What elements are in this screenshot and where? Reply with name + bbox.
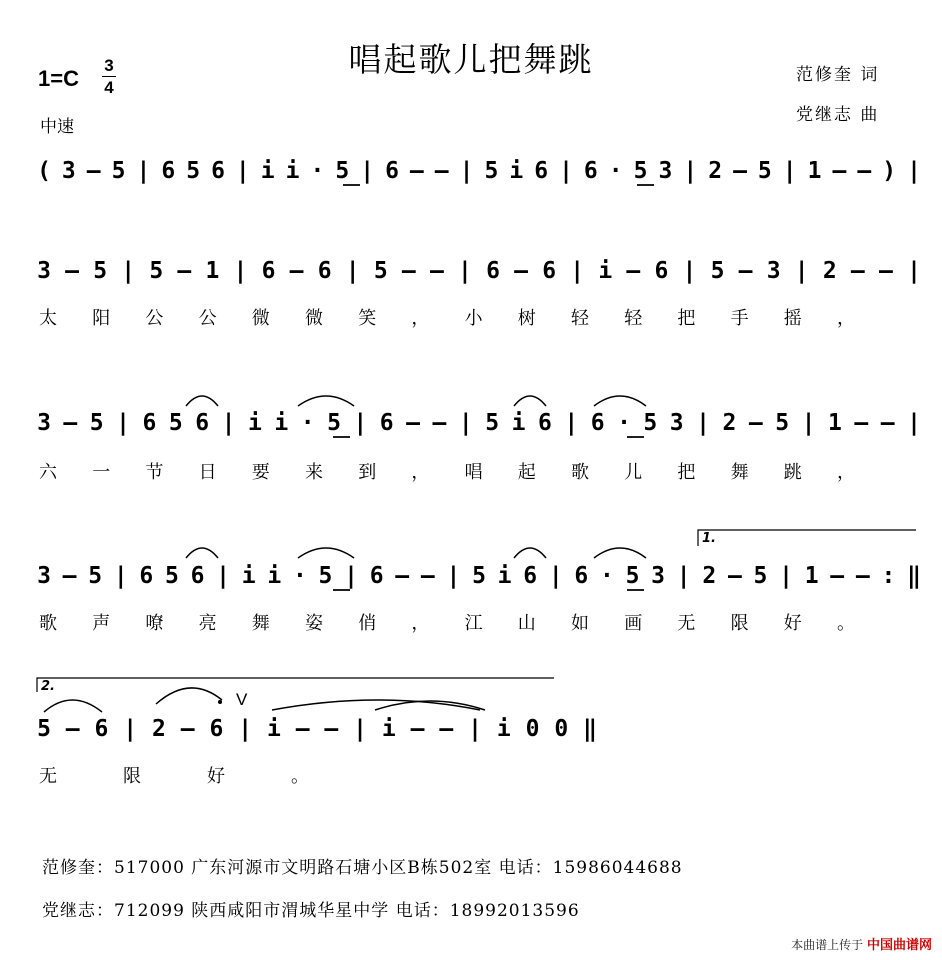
note-glyph: 6 bbox=[369, 563, 384, 589]
note-glyph: | bbox=[682, 258, 697, 284]
note-glyph: 5 bbox=[37, 716, 51, 742]
note-glyph: | bbox=[446, 563, 461, 589]
note-glyph: | bbox=[233, 258, 248, 284]
note-glyph: | bbox=[468, 716, 482, 742]
note-glyph: 2 bbox=[702, 563, 717, 589]
note-glyph: ( bbox=[37, 158, 51, 184]
note-glyph: i bbox=[598, 258, 613, 284]
note-glyph: – bbox=[65, 258, 79, 284]
lyric-char: 轻 bbox=[571, 308, 589, 329]
note-glyph: | bbox=[779, 563, 793, 589]
lyric-char: 树 bbox=[517, 308, 536, 329]
note-glyph: – bbox=[324, 716, 339, 742]
lyric-char: 微 bbox=[251, 308, 270, 329]
lyric-char: 唱 bbox=[464, 462, 483, 483]
note-glyph: 5 bbox=[710, 258, 725, 284]
lyric-char: 要 bbox=[251, 462, 270, 483]
time-signature-bottom: 4 bbox=[104, 78, 114, 97]
lyric-char: 公 bbox=[145, 308, 164, 329]
note-glyph: – bbox=[62, 563, 77, 589]
lyric-char: 限 bbox=[123, 766, 141, 787]
lyric-char: 一 bbox=[92, 462, 111, 483]
note-glyph: · bbox=[600, 563, 614, 589]
note-glyph: | bbox=[221, 410, 236, 436]
note-glyph: – bbox=[295, 716, 310, 742]
note-glyph: 3 bbox=[61, 158, 76, 184]
note-glyph: – bbox=[410, 716, 425, 742]
upload-note bbox=[791, 934, 932, 953]
lyric-char: 声 bbox=[92, 613, 111, 634]
lyric-char: 日 bbox=[198, 462, 217, 483]
note-glyph: 6 bbox=[142, 410, 157, 436]
note-glyph: 6 bbox=[385, 158, 399, 184]
note-glyph: 2 bbox=[822, 258, 837, 284]
lyric-char: 无 bbox=[39, 766, 57, 787]
note-glyph: – bbox=[65, 716, 80, 742]
lyric-char: 笑 bbox=[358, 308, 377, 329]
note-glyph: | bbox=[570, 258, 585, 284]
note-glyph: – bbox=[850, 258, 865, 284]
note-glyph: 6 bbox=[534, 158, 549, 184]
note-glyph: 1 bbox=[205, 258, 220, 284]
note-glyph: : bbox=[881, 563, 896, 589]
fermata-dot bbox=[218, 700, 222, 704]
note-glyph: 3 bbox=[669, 410, 684, 436]
tempo-marking: 中速 bbox=[40, 117, 74, 137]
note-glyph: | bbox=[216, 563, 231, 589]
note-glyph: 5 bbox=[484, 158, 499, 184]
note-glyph: i bbox=[260, 158, 275, 184]
lyric-char: 。 bbox=[837, 613, 855, 634]
note-glyph: – bbox=[409, 158, 424, 184]
lyric-char: 姿 bbox=[305, 613, 323, 634]
lyric-char: 舞 bbox=[251, 613, 270, 634]
note-glyph: 3 bbox=[37, 410, 51, 436]
lyric-char: 好 bbox=[207, 766, 225, 787]
note-glyph: 5 bbox=[165, 563, 179, 589]
lyric-char: 画 bbox=[624, 613, 643, 634]
note-glyph: 1 bbox=[807, 158, 822, 184]
lyricist-contact: 范修奎：517000 广东河源市文明路石塘小区B栋502室 电话：15986044688 bbox=[42, 858, 683, 878]
note-glyph: | bbox=[794, 258, 809, 284]
note-glyph: 5 bbox=[111, 158, 126, 184]
note-glyph: 1 bbox=[804, 563, 819, 589]
lyric-char: 好 bbox=[783, 613, 802, 634]
note-glyph: 5 bbox=[327, 410, 341, 436]
note-glyph: – bbox=[733, 158, 747, 184]
note-glyph: 5 bbox=[89, 410, 104, 436]
note-glyph: | bbox=[782, 158, 797, 184]
note-glyph: i bbox=[285, 158, 300, 184]
lyric-char: 亮 bbox=[198, 613, 217, 634]
note-glyph: ‖ bbox=[583, 716, 597, 742]
lyric-char: 舞 bbox=[730, 462, 749, 483]
note-glyph: | bbox=[113, 563, 128, 589]
site-logo: 中国曲谱网 bbox=[866, 938, 932, 953]
note-glyph: 0 bbox=[525, 716, 540, 742]
note-glyph: | bbox=[907, 158, 921, 184]
lyric-char: ， bbox=[411, 308, 430, 329]
note-glyph: | bbox=[683, 158, 698, 184]
note-glyph: 6 bbox=[542, 258, 557, 284]
note-glyph: ) bbox=[882, 158, 897, 184]
note-glyph: – bbox=[880, 410, 895, 436]
note-glyph: 6 bbox=[211, 158, 225, 184]
note-glyph: – bbox=[401, 258, 416, 284]
note-glyph: 5 bbox=[373, 258, 388, 284]
note-glyph: – bbox=[748, 410, 763, 436]
note-glyph: 6 bbox=[379, 410, 394, 436]
note-glyph: | bbox=[353, 716, 368, 742]
note-glyph: | bbox=[564, 410, 579, 436]
note-glyph: 5 bbox=[168, 410, 183, 436]
note-glyph: 6 bbox=[317, 258, 332, 284]
note-glyph: 6 bbox=[261, 258, 276, 284]
lyric-char: ， bbox=[411, 462, 430, 483]
note-glyph: – bbox=[878, 258, 893, 284]
note-glyph: – bbox=[86, 158, 101, 184]
note-glyph: | bbox=[344, 563, 358, 589]
note-glyph: i bbox=[267, 563, 282, 589]
note-glyph: – bbox=[738, 258, 753, 284]
note-glyph: 2 bbox=[708, 158, 723, 184]
volta-first-label: 1. bbox=[702, 531, 716, 546]
lyric-char: 嘹 bbox=[145, 613, 164, 634]
lyric-char: 无 bbox=[677, 613, 696, 634]
volta-first-bracket bbox=[698, 530, 916, 546]
note-glyph: 5 bbox=[472, 563, 486, 589]
note-glyph: · bbox=[617, 410, 631, 436]
lyric-char: 手 bbox=[730, 308, 749, 329]
note-glyph: – bbox=[289, 258, 304, 284]
note-glyph: – bbox=[514, 258, 529, 284]
note-glyph: | bbox=[235, 158, 250, 184]
note-glyph: 5 bbox=[88, 563, 103, 589]
note-glyph: 5 bbox=[757, 158, 772, 184]
note-glyph: 5 bbox=[335, 158, 350, 184]
lyric-char: 江 bbox=[464, 613, 483, 634]
note-glyph: 6 bbox=[209, 716, 224, 742]
note-glyph: 2 bbox=[152, 716, 166, 742]
note-glyph: – bbox=[830, 563, 845, 589]
note-glyph: 6 bbox=[590, 410, 605, 436]
lyric-char: 阳 bbox=[92, 308, 111, 329]
lyric-char: 微 bbox=[305, 308, 323, 329]
lyric-char: ， bbox=[411, 613, 430, 634]
note-glyph: 6 bbox=[94, 716, 109, 742]
note-glyph: | bbox=[345, 258, 360, 284]
note-glyph: – bbox=[420, 563, 435, 589]
lyric-char: 跳 bbox=[783, 462, 802, 483]
note-glyph: – bbox=[439, 716, 454, 742]
lyric-char: 。 bbox=[291, 766, 309, 787]
note-glyph: 3 bbox=[658, 158, 673, 184]
lyric-char: 歌 bbox=[571, 462, 589, 483]
lyric-char: 限 bbox=[730, 613, 749, 634]
note-glyph: 5 bbox=[93, 258, 108, 284]
note-glyph: 2 bbox=[722, 410, 737, 436]
note-glyph: | bbox=[907, 258, 921, 284]
key-signature: 1=C bbox=[38, 66, 79, 91]
note-glyph: 5 bbox=[186, 158, 201, 184]
note-glyph: 0 bbox=[554, 716, 569, 742]
note-glyph: 6 bbox=[195, 410, 210, 436]
note-glyph: 5 bbox=[485, 410, 500, 436]
note-glyph: i bbox=[266, 716, 281, 742]
note-glyph: – bbox=[626, 258, 641, 284]
note-glyph: | bbox=[353, 410, 368, 436]
note-glyph: 5 bbox=[753, 563, 768, 589]
lyric-char: 俏 bbox=[358, 613, 377, 634]
lyric-char: 来 bbox=[305, 462, 323, 483]
page-title: 唱起歌儿把舞跳 bbox=[348, 40, 594, 79]
note-glyph: i bbox=[511, 410, 526, 436]
note-glyph: 6 bbox=[537, 410, 552, 436]
note-glyph: 5 bbox=[149, 258, 164, 284]
note-glyph: 6 bbox=[139, 563, 154, 589]
note-glyph: – bbox=[177, 258, 192, 284]
note-glyph: 1 bbox=[827, 410, 842, 436]
note-glyph: | bbox=[458, 410, 473, 436]
note-glyph: 6 bbox=[486, 258, 500, 284]
note-glyph: | bbox=[676, 563, 691, 589]
lyric-char: 轻 bbox=[624, 308, 643, 329]
upload-note-text: 本曲谱上传于 bbox=[791, 938, 864, 952]
note-glyph: i bbox=[274, 410, 289, 436]
note-glyph: | bbox=[121, 258, 136, 284]
note-glyph: 6 bbox=[583, 158, 598, 184]
note-glyph: · bbox=[608, 158, 623, 184]
note-glyph: i bbox=[247, 410, 262, 436]
lyric-char: 六 bbox=[39, 462, 57, 483]
note-glyph: – bbox=[63, 410, 78, 436]
note-glyph: 5 bbox=[775, 410, 790, 436]
lyric-char: 儿 bbox=[624, 462, 643, 483]
volta-second-label: 2. bbox=[41, 679, 55, 694]
note-glyph: 6 bbox=[654, 258, 669, 284]
note-glyph: – bbox=[434, 158, 449, 184]
lyric-char: ， bbox=[837, 462, 855, 483]
note-glyph: i bbox=[497, 563, 512, 589]
note-glyph: – bbox=[395, 563, 410, 589]
lyric-char: 小 bbox=[464, 308, 483, 329]
lyric-char: 节 bbox=[145, 462, 164, 483]
note-glyph: 3 bbox=[37, 258, 51, 284]
beam-lines bbox=[333, 185, 654, 590]
note-glyph: | bbox=[360, 158, 375, 184]
note-glyph: | bbox=[559, 158, 573, 184]
lyric-char: 把 bbox=[677, 308, 696, 329]
note-glyph: 3 bbox=[766, 258, 781, 284]
note-glyph: 5 bbox=[633, 158, 648, 184]
note-glyph: – bbox=[854, 410, 869, 436]
lyric-char: 山 bbox=[517, 613, 536, 634]
lyric-char: 起 bbox=[517, 462, 536, 483]
slurs bbox=[44, 396, 646, 712]
lyric-char: 把 bbox=[677, 462, 696, 483]
note-glyph: – bbox=[429, 258, 444, 284]
note-glyph: i bbox=[509, 158, 524, 184]
note-glyph: | bbox=[459, 158, 474, 184]
lyricist-credit: 范修奎 词 bbox=[796, 65, 880, 85]
note-glyph: i bbox=[496, 716, 511, 742]
time-signature-top: 3 bbox=[104, 56, 114, 75]
note-glyph: 6 bbox=[523, 563, 538, 589]
note-glyph: · bbox=[310, 158, 325, 184]
note-glyph: i bbox=[241, 563, 256, 589]
note-glyph: 5 bbox=[318, 563, 333, 589]
composer-credit: 党继志 曲 bbox=[796, 105, 880, 125]
note-glyph: 5 bbox=[625, 563, 640, 589]
lyric-char: 到 bbox=[358, 462, 377, 483]
note-glyph: 3 bbox=[651, 563, 666, 589]
note-glyph: 6 bbox=[161, 158, 176, 184]
lyric-char: 摇 bbox=[783, 308, 802, 329]
note-glyph: | bbox=[238, 716, 253, 742]
note-glyph: | bbox=[136, 158, 151, 184]
lyric-char: 太 bbox=[39, 308, 57, 329]
note-glyph: | bbox=[696, 410, 711, 436]
note-glyph: · bbox=[292, 563, 307, 589]
lyric-char: ， bbox=[837, 308, 855, 329]
volta-second-bracket bbox=[37, 678, 554, 692]
note-glyph: | bbox=[116, 410, 131, 436]
note-glyph: i bbox=[381, 716, 396, 742]
note-glyph: ‖ bbox=[907, 563, 921, 589]
note-glyph: · bbox=[300, 410, 315, 436]
note-glyph: – bbox=[180, 716, 195, 742]
lyric-char: 如 bbox=[571, 613, 589, 634]
note-glyph: – bbox=[855, 563, 870, 589]
note-glyph: | bbox=[548, 563, 563, 589]
note-glyph: | bbox=[458, 258, 472, 284]
note-glyph: 3 bbox=[37, 563, 51, 589]
note-glyph: | bbox=[907, 410, 921, 436]
note-glyph: – bbox=[857, 158, 872, 184]
note-glyph: | bbox=[801, 410, 816, 436]
note-glyph: – bbox=[832, 158, 847, 184]
note-glyph: | bbox=[123, 716, 138, 742]
breath-mark: V bbox=[236, 690, 248, 709]
note-glyph: – bbox=[406, 410, 421, 436]
lyric-char: 歌 bbox=[39, 613, 57, 634]
note-glyph: 5 bbox=[643, 410, 658, 436]
note-glyph: – bbox=[432, 410, 447, 436]
note-glyph: – bbox=[727, 563, 742, 589]
lyric-char: 公 bbox=[198, 308, 217, 329]
note-glyph: 6 bbox=[574, 563, 589, 589]
note-glyph: 6 bbox=[190, 563, 205, 589]
composer-contact: 党继志：712099 陕西咸阳市渭城华星中学 电话：18992013596 bbox=[42, 901, 580, 921]
